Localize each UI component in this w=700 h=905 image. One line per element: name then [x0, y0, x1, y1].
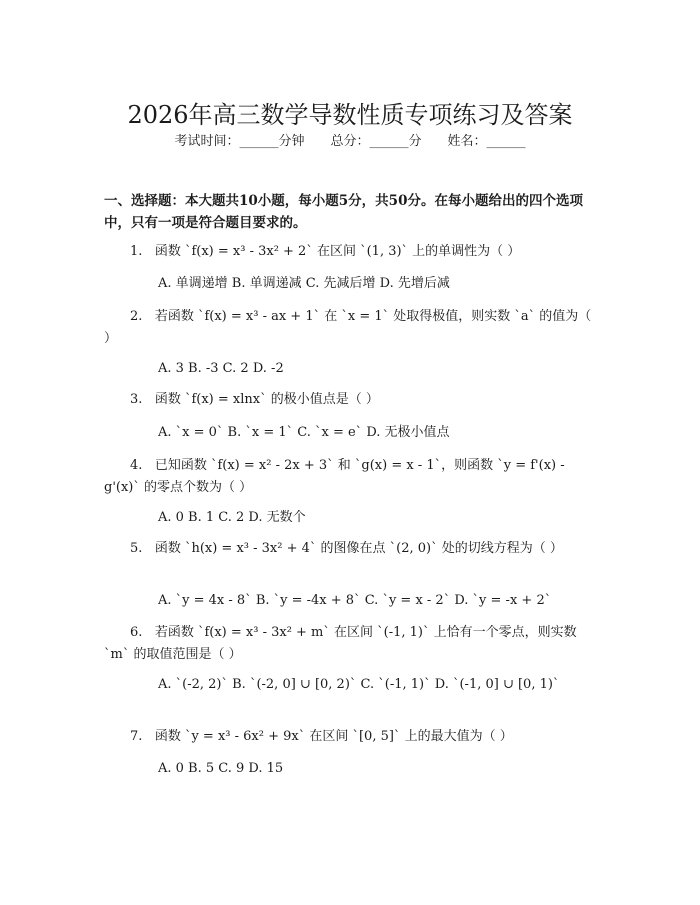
options-text: A. 0 B. 5 C. 9 D. 15	[158, 761, 284, 776]
question-2-stem	[104, 306, 596, 350]
question-number: 7.	[130, 729, 143, 744]
options-text: A. 单调递增 B. 单调递减 C. 先减后增 D. 先增后减	[158, 276, 450, 291]
options-text: A. 0 B. 1 C. 2 D. 无数个	[158, 510, 306, 525]
question-number: 5.	[130, 541, 143, 556]
options-text: A. `y = 4x - 8` B. `y = -4x + 8` C. `y = x - 2` D. `y = -x + 2`	[158, 593, 552, 608]
question-7-options	[104, 758, 592, 780]
question-1-options	[104, 273, 592, 295]
question-7-stem	[104, 726, 592, 748]
question-5-options	[104, 590, 592, 612]
total-score-field: 总分：______分	[330, 134, 422, 149]
question-text: 若函数 `f(x) = x³ - ax + 1` 在 `x = 1` 处取得极值，则实数 `a` 的值为（ ）	[104, 309, 596, 346]
options-text: A. 3 B. -3 C. 2 D. -2	[158, 361, 284, 376]
question-4-stem	[104, 455, 592, 499]
question-number: 3.	[130, 392, 143, 407]
question-text: 已知函数 `f(x) = x² - 2x + 3` 和 `g(x) = x - 1`，则函数 `y = f'(x) - g'(x)` 的零点个数为（ ）	[104, 458, 569, 495]
question-2-options	[104, 358, 592, 380]
options-text: A. `x = 0` B. `x = 1` C. `x = e` D. 无极小值点	[158, 425, 450, 440]
question-text: 若函数 `f(x) = x³ - 3x² + m` 在区间 `(-1, 1)` 上恰有一个零点，则实数 `m` 的取值范围是（ ）	[104, 625, 581, 662]
question-text: 函数 `y = x³ - 6x² + 9x` 在区间 `[0, 5]` 上的最大值为（ ）	[154, 729, 513, 744]
options-text: A. `(-2, 2)` B. `(-2, 0] ∪ [0, 2)` C. `(-1, 1)` D. `(-1, 0] ∪ [0, 1)`	[158, 677, 560, 692]
question-4-options	[104, 507, 592, 529]
question-3-stem	[104, 389, 592, 411]
name-field: 姓名：______	[447, 134, 526, 149]
question-5-stem	[104, 538, 592, 560]
question-3-options	[104, 422, 592, 444]
question-text: 函数 `h(x) = x³ - 3x² + 4` 的图像在点 `(2, 0)` 处的切线方程为（ ）	[154, 541, 563, 556]
exam-info-line	[0, 132, 700, 152]
section-heading: 一、选择题：本大题共10小题，每小题5分，共50分。在每小题给出的四个选项中，只有一项是符合题目要求的。	[104, 193, 583, 231]
question-6-stem	[104, 622, 592, 666]
question-text: 函数 `f(x) = xlnx` 的极小值点是（ ）	[154, 392, 379, 407]
question-6-options	[104, 674, 592, 696]
question-1-stem	[104, 241, 592, 263]
question-number: 6.	[130, 625, 143, 640]
question-number: 1.	[130, 244, 143, 259]
page-title: 2026年高三数学导数性质专项练习及答案	[127, 101, 573, 130]
question-number: 2.	[130, 309, 143, 324]
exam-time-field: 考试时间：______分钟	[174, 134, 305, 149]
question-text: 函数 `f(x) = x³ - 3x² + 2` 在区间 `(1, 3)` 上的单调性为（ ）	[154, 244, 521, 259]
question-number: 4.	[130, 458, 143, 473]
